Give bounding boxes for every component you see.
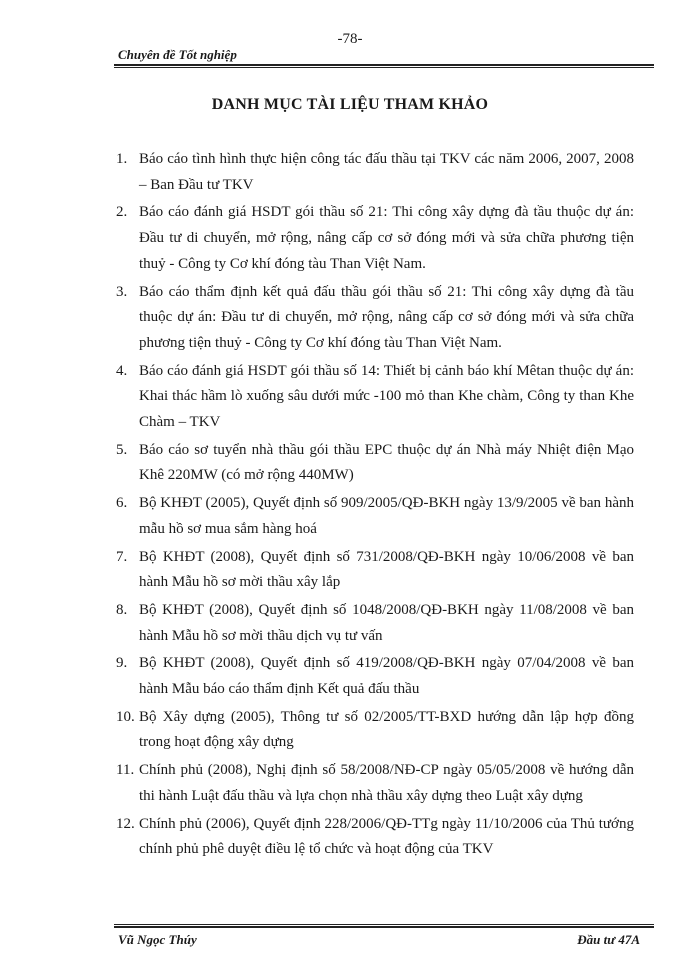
reference-text: Chính phủ (2008), Nghị định số 58/2008/NĐ-CP ngày 05/05/2008 về hướng dẫn thi hành Luật đấu thầu và lựa chọn nhà thầu xây dựng theo Luật xây dựng [139, 762, 634, 804]
reference-number: 8. [116, 601, 128, 618]
reference-text: Bộ KHĐT (2008), Quyết định số 1048/2008/QĐ-BKH ngày 11/08/2008 về ban hành Mẫu hồ sơ mời thầu dịch vụ tư vấn [139, 601, 634, 644]
reference-number: 5. [116, 441, 128, 458]
reference-text: Bộ KHĐT (2008), Quyết định số 419/2008/QĐ-BKH ngày 07/04/2008 về ban hành Mẫu báo cáo thẩm định Kết quả đấu thầu [139, 655, 634, 698]
reference-item [116, 359, 634, 436]
footer-rule [114, 924, 654, 925]
header-rule [114, 64, 654, 66]
reference-number: 10. [116, 708, 135, 725]
footer-class: Đầu tư 47A [577, 932, 640, 947]
reference-number: 1. [116, 151, 128, 167]
reference-number: 2. [116, 204, 128, 221]
reference-list [116, 147, 634, 865]
reference-number: 12. [116, 815, 135, 832]
header-rule-thin [114, 67, 654, 68]
reference-item [116, 147, 634, 198]
reference-text: Chính phủ (2006), Quyết định 228/2006/QĐ-TTg ngày 11/10/2006 của Thủ tướng chính phủ phê duyệt điều lệ tổ chức và hoạt động của TKV [139, 815, 634, 858]
footer-author: Vũ Ngọc Thúy [118, 932, 197, 947]
reference-item [116, 651, 634, 702]
document-title: DANH MỤC TÀI LIỆU THAM KHẢO [211, 96, 489, 113]
reference-text: Bộ KHĐT (2008), Quyết định số 731/2008/QĐ-BKH ngày 10/06/2008 về ban hành Mẫu hồ sơ mời thầu xây lắp [139, 548, 634, 591]
reference-text: Báo cáo tình hình thực hiện công tác đấu thầu tại TKV các năm 2006, 2007, 2008 – Ban Đầu tư TKV [139, 151, 634, 193]
reference-number: 3. [116, 283, 128, 300]
reference-text: Bộ Xây dựng (2005), Thông tư số 02/2005/TT-BXD hướng dẫn lập hợp đồng trong hoạt động xây dựng [139, 708, 634, 751]
reference-item [116, 812, 634, 863]
reference-item [116, 438, 634, 489]
reference-text: Bộ KHĐT (2005), Quyết định số 909/2005/QĐ-BKH ngày 13/9/2005 về ban hành mẫu hồ sơ mua sắm hàng hoá [139, 495, 634, 537]
footer-rule-thick [114, 926, 654, 928]
reference-text: Báo cáo thẩm định kết quả đấu thầu gói thầu số 21: Thi công xây dựng đà tầu thuộc dự án: Đầu tư di chuyển, mở rộng, nâng cấp cơ sở đóng mới và sửa chữa phương tiện thuỷ - Công ty Cơ khí đóng tàu Than Việt Nam. [139, 283, 634, 351]
reference-number: 9. [116, 655, 128, 672]
reference-text: Báo cáo sơ tuyển nhà thầu gói thầu EPC thuộc dự án Nhà máy Nhiệt điện Mạo Khê 220MW (có mở rộng 440MW) [139, 441, 634, 484]
reference-item [116, 491, 634, 542]
reference-number: 11. [116, 762, 135, 779]
running-title: Chuyên đề Tốt nghiệp [118, 47, 237, 62]
reference-text: Báo cáo đánh giá HSDT gói thầu số 21: Thi công xây dựng đà tầu thuộc dự án: Đầu tư di chuyển, mở rộng, nâng cấp cơ sở đóng mới và sửa chữa phương tiện thuỷ - Công ty Cơ khí đóng tàu Than Việt Nam. [139, 204, 634, 272]
reference-item [116, 200, 634, 277]
reference-number: 7. [116, 548, 128, 565]
reference-item [116, 545, 634, 596]
reference-item [116, 280, 634, 357]
reference-text: Báo cáo đánh giá HSDT gói thầu số 14: Thiết bị cảnh báo khí Mêtan thuộc dự án: Khai thác hầm lò xuống sâu dưới mức -100 mỏ than Khe chàm, Công ty than Khe Chàm – TKV [139, 362, 634, 431]
reference-number: 4. [116, 362, 128, 379]
reference-item [116, 598, 634, 649]
reference-number: 6. [116, 495, 128, 512]
reference-item [116, 705, 634, 756]
page-number: -78- [337, 31, 363, 47]
reference-item [116, 758, 634, 809]
